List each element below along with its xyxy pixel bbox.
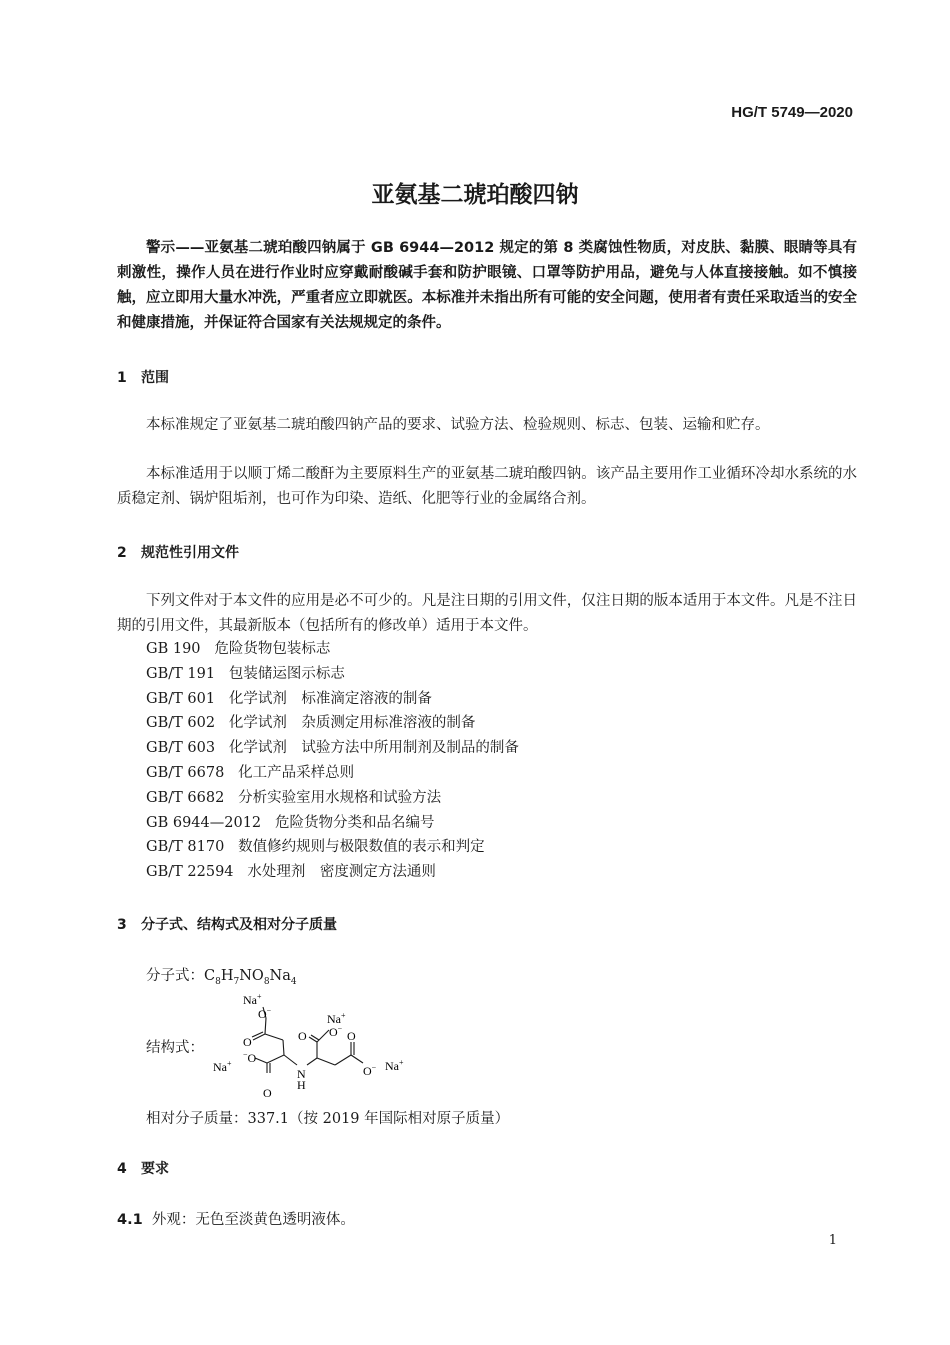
formula-element: H [220,968,234,984]
section-title: 分子式、结构式及相对分子质量 [141,917,337,933]
reference-code: GB/T 8170 [146,839,225,856]
formula-element: C [204,968,216,984]
warning-paragraph: 警示——亚氨基二琥珀酸四钠属于 GB 6944—2012 规定的第 8 类腐蚀性物质，对皮肤、黏膜、眼睛等具有刺激性，操作人员在进行作业时应穿戴耐酸碱手套和防护眼镜、口罩等防护用品，避免与人体直接接触。如不慎接触，应立即用大量水冲洗，严重者应立即就医。本标准并未指出所有可能的安全问题，使用者有责任采取适当的安全和健康措施，并保证符合国家有关法规规定的条件。 [117,240,857,331]
formula-subscript: 7 [233,976,240,987]
atom-sodium-left: Na+ [213,1059,232,1074]
formula-label: 分子式： [146,968,204,984]
reference-code: GB 190 [146,641,201,657]
reference-title: 包装储运图示标志 [228,665,345,682]
reference-title: 化学试剂 标准滴定溶液的制备 [228,690,432,707]
reference-item [146,637,519,662]
reference-title: 数值修约规则与极限数值的表示和判定 [238,839,485,856]
reference-item [146,860,519,885]
formula-subscript: 4 [290,976,297,987]
reference-code: GB/T 601 [146,690,216,707]
molecular-formula [146,964,297,987]
standard-number: HG/T 5749—2020 [731,104,853,121]
atom-nitrogen: N [297,1067,306,1081]
reference-item [146,736,519,761]
section-heading-normative-refs [117,542,239,562]
relative-molecular-mass: 相对分子质量：337.1（按 2019 年国际相对原子质量） [146,1111,510,1127]
reference-item [146,786,519,811]
section-number: 3 [117,917,127,933]
reference-item [146,811,519,836]
reference-code: GB/T 22594 [146,864,234,881]
section-heading-scope [117,367,169,387]
atom-oxygen-right-carbonyl: O [347,1029,356,1043]
atom-oxygen-middle-carbonyl: O [298,1029,307,1043]
reference-title: 化学试剂 试验方法中所用制剂及制品的制备 [228,740,519,757]
reference-code: GB/T 191 [146,665,216,682]
formula-subscript: 8 [215,976,221,987]
section-heading-requirements [117,1158,169,1178]
structure-label: 结构式： [146,1040,204,1056]
reference-code: GB/T 602 [146,715,216,732]
reference-title: 分析实验室用水规格和试验方法 [238,789,442,806]
atom-sodium-right: Na+ [385,1058,404,1073]
section-title: 规范性引用文件 [141,545,239,561]
clause-text: 外观：无色至淡黄色透明液体。 [151,1212,355,1228]
atom-oxygen-bottom: O [263,1086,272,1100]
formula-element: Na [269,968,291,984]
scope-paragraph-1: 本标准规定了亚氨基二琥珀酸四钠产品的要求、试验方法、检验规则、标志、包装、运输和贮存。 [146,417,770,433]
reference-code: GB/T 603 [146,740,216,757]
reference-code: GB 6944—2012 [146,814,262,831]
reference-title: 化学试剂 杂质测定用标准溶液的制备 [228,715,476,732]
formula-subscript: 8 [263,976,270,987]
reference-item [146,662,519,687]
reference-title: 危险货物包装标志 [214,641,331,657]
reference-item [146,835,519,860]
reference-item [146,761,519,786]
reference-item [146,687,519,712]
section-title: 要求 [141,1161,169,1177]
atom-oxygen-left: −O [243,1050,257,1065]
section-number: 4 [117,1161,127,1177]
document-title: 亚氨基二琥珀酸四钠 [371,182,579,208]
atom-oxygen-top: O− [258,1006,272,1021]
atom-sodium-top: Na+ [243,992,262,1007]
reference-code: GB/T 6678 [146,764,225,781]
formula-element: NO [239,968,264,984]
page-number: 1 [828,1233,837,1248]
atom-oxygen-middle: O− [329,1024,343,1039]
reference-item [146,711,519,736]
section-number: 1 [117,370,127,386]
atom-hydrogen: H [297,1078,306,1092]
atom-oxygen-left-carbonyl: O [243,1035,252,1049]
reference-list [146,637,519,885]
atom-oxygen-right: O− [363,1063,377,1078]
scope-paragraph-2: 本标准适用于以顺丁烯二酸酐为主要原料生产的亚氨基二琥珀酸四钠。该产品主要用作工业循环冷却水系统的水质稳定剂、锅炉阻垢剂，也可作为印染、造纸、化肥等行业的金属络合剂。 [117,466,857,507]
reference-title: 水处理剂 密度测定方法通则 [247,864,436,881]
structural-formula-diagram [205,990,420,1100]
atom-sodium-middle-right: Na+ [327,1011,346,1026]
clause-number: 4.1 [117,1212,143,1228]
normative-refs-intro: 下列文件对于本文件的应用是必不可少的。凡是注日期的引用文件，仅注日期的版本适用于本文件。凡是不注日期的引用文件，其最新版本（包括所有的修改单）适用于本文件。 [117,593,857,634]
section-title: 范围 [141,370,169,386]
reference-title: 危险货物分类和品名编号 [274,814,435,831]
reference-code: GB/T 6682 [146,789,225,806]
reference-title: 化工产品采样总则 [238,764,355,781]
clause-4-1 [117,1208,355,1229]
section-heading-formula [117,914,337,934]
section-number: 2 [117,545,127,561]
